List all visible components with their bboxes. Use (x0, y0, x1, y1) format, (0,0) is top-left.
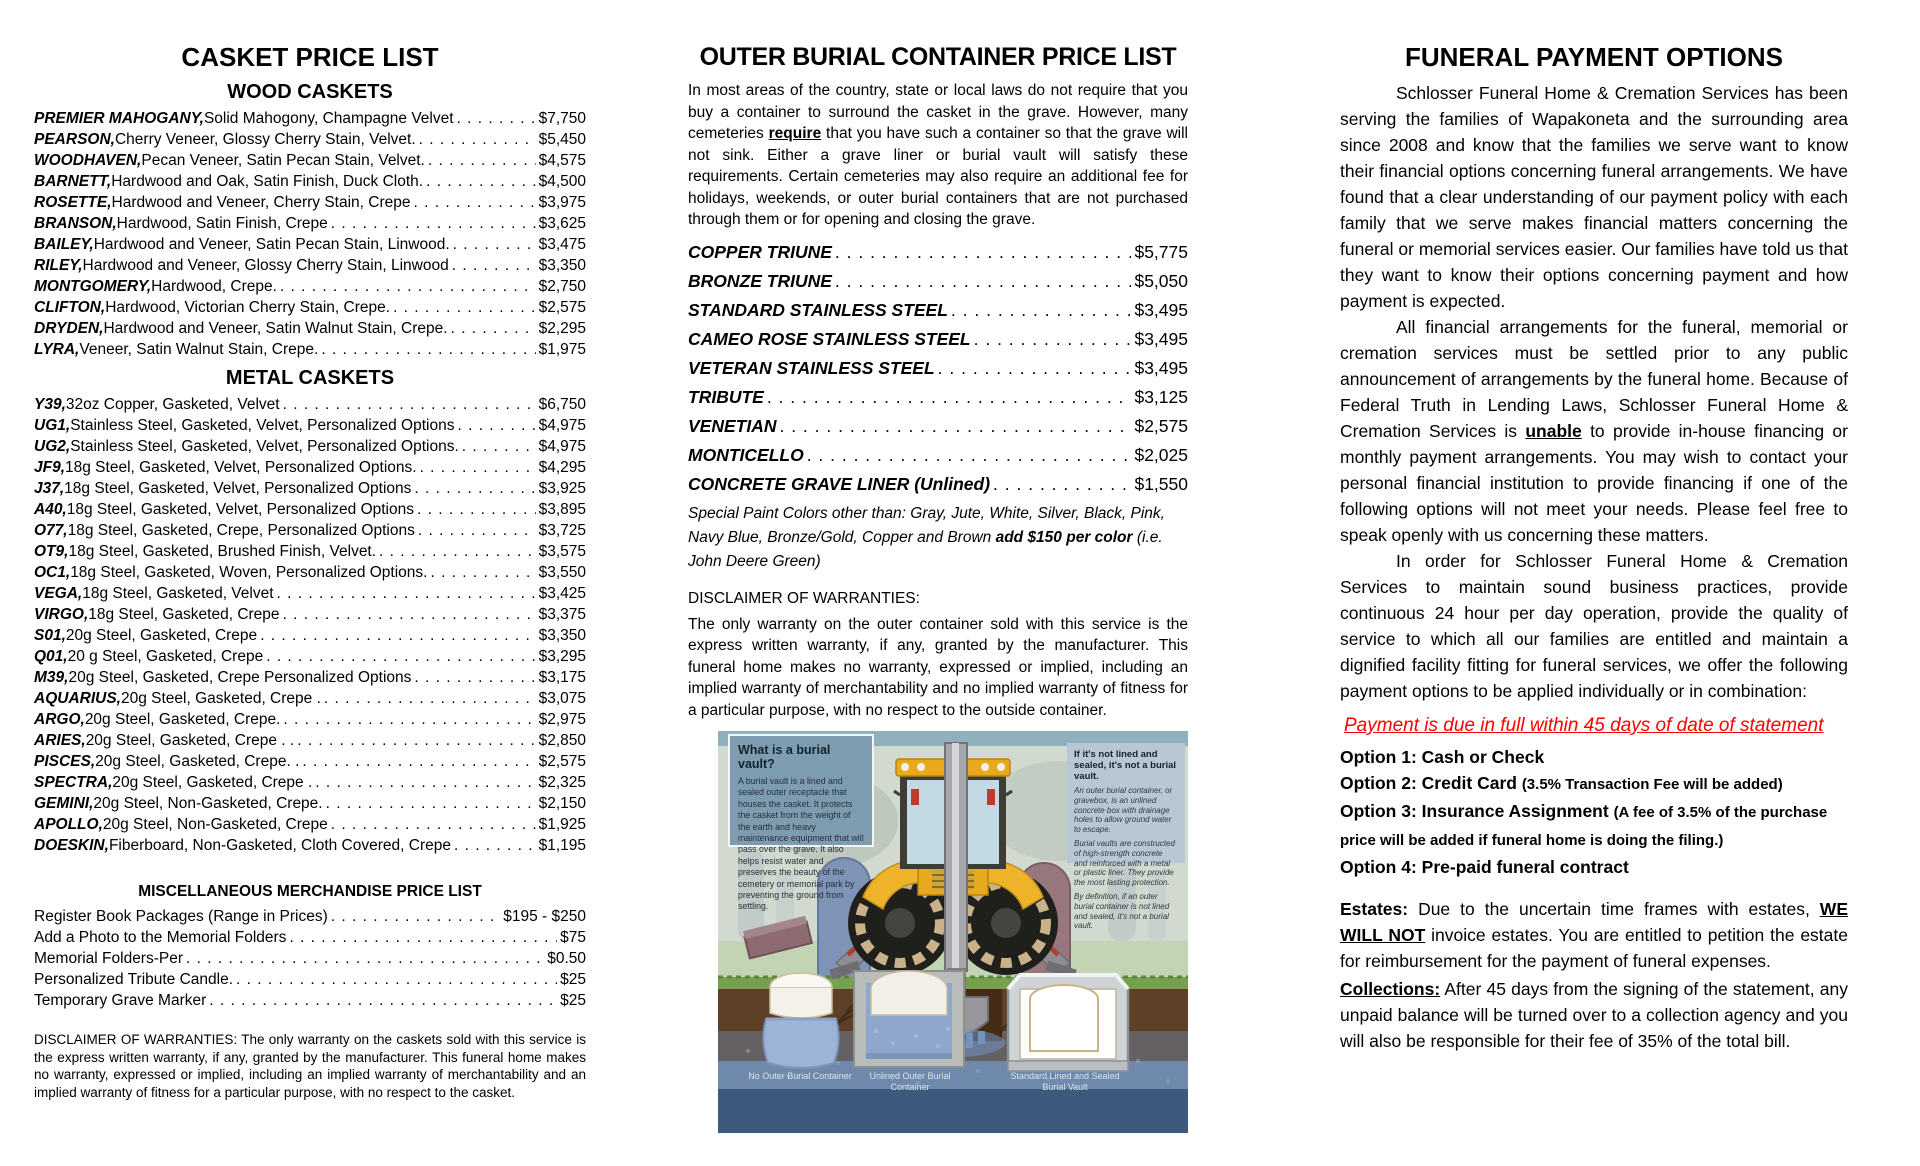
caption-unlined-container: Unlined Outer Burial Container (869, 1071, 951, 1092)
item-description: Pecan Veneer, Satin Pecan Stain, Velvet. (141, 152, 425, 169)
casket-column-title: CASKET PRICE LIST (181, 42, 439, 72)
dot-leader (457, 415, 535, 436)
burial-disclaimer-heading: DISCLAIMER OF WARRANTIES: (688, 589, 920, 607)
dot-leader (418, 520, 536, 541)
price-list-row (688, 238, 1188, 267)
item-name: GEMINI, (34, 795, 94, 812)
item-name: RILEY, (34, 257, 83, 274)
item-price: $2,025 (1134, 444, 1188, 465)
item-price: $3,575 (538, 543, 586, 560)
dot-leader (452, 255, 536, 276)
caption-no-outer-container: No Outer Burial Container (748, 1071, 852, 1081)
outer-burial-container-column (688, 42, 1188, 1166)
dot-leader (283, 604, 536, 625)
item-name: Add a Photo to the Memorial Folders (34, 929, 287, 946)
dot-leader (289, 927, 557, 948)
item-description: 20 g Steel, Gasketed, Crepe (67, 648, 264, 665)
item-name: VENETIAN (688, 415, 777, 436)
item-price: $3,125 (1134, 386, 1188, 407)
payment-paragraph-3: In order for Schlosser Funeral Home & Cremation Services to maintain sound business practices, provide continuous 24 hour per day operation, provide the quality of service to which all our families are entitled and maintain a dignified facility fitting for funeral services, we offer the following payment options to be applied individually or in combination: (1340, 551, 1848, 701)
price-list-row (34, 499, 586, 520)
item-description: 20g Steel, Gasketed, Crepe (65, 627, 258, 644)
dot-leader (835, 267, 1132, 296)
item-description: Hardwood and Veneer, Satin Walnut Stain, Crepe. (103, 320, 448, 337)
item-name: JF9, (34, 459, 66, 476)
item-name: TRIBUTE (688, 386, 764, 407)
price-list-row (34, 339, 586, 360)
price-list-row (34, 835, 586, 856)
dot-leader (462, 436, 536, 457)
dot-leader (297, 730, 535, 751)
item-price: $195 - $250 (503, 908, 586, 925)
payment-column-title: FUNERAL PAYMENT OPTIONS (1404, 42, 1783, 72)
payment-paragraph-1: Schlosser Funeral Home & Cremation Services has been serving the families of Wapakoneta and the surrounding area since 2008 and know that the families we serve want to know their financial options concerning funeral arrangements. We have found that a clear understanding of our payment policy with each family that we serve makes financial matters concerning the funeral or memorial services easier. Our families have told us that they want to know their options concerning payment and how payment is expected. (1340, 83, 1848, 311)
item-price: $3,350 (538, 257, 586, 274)
item-name: ARIES, (34, 732, 86, 749)
dot-leader (807, 441, 1132, 470)
item-price: $3,925 (538, 480, 586, 497)
price-list-row (688, 354, 1188, 383)
dot-leader (324, 688, 536, 709)
item-description: 18g Steel, Gasketed, Crepe (88, 606, 280, 623)
item-name: APOLLO, (34, 816, 103, 833)
dot-leader (236, 969, 557, 990)
item-price: $2,975 (538, 711, 586, 728)
burial-intro-paragraph: In most areas of the country, state or local laws do not require that you buy a container to surround the casket in the grave. However, many cemeteries require that you have such a container so that the grave will not sink. Either a grave liner or burial vault will satisfy these requirements. Certain cemeteries may also require an additional fee for holidays, weekends, or outer burial containers that are not purchased through them or for opening and closing the grave. (688, 82, 1188, 228)
item-name: DRYDEN, (34, 320, 104, 337)
item-price: $4,500 (538, 173, 586, 190)
dot-leader (283, 709, 535, 730)
item-price: $3,350 (538, 627, 586, 644)
item-price: $2,575 (538, 299, 586, 316)
item-price: $3,175 (538, 669, 586, 686)
price-list-row (34, 583, 586, 604)
item-description: 20g Steel, Non-Gasketed, Crepe. (93, 795, 323, 812)
price-list-row (34, 906, 586, 927)
dot-leader (414, 478, 535, 499)
item-name: PISCES, (34, 753, 96, 770)
item-name: VIRGO, (34, 606, 89, 623)
dot-leader (451, 318, 536, 339)
misc-merchandise-list (34, 906, 586, 1011)
price-list-row (34, 541, 586, 562)
item-name: BRANSON, (34, 215, 117, 232)
item-name: Temporary Grave Marker (34, 992, 207, 1009)
item-name: PREMIER MAHOGANY, (34, 110, 204, 127)
casket-price-list-column (34, 42, 586, 1166)
item-name: BRONZE TRIUNE (688, 270, 832, 291)
dot-leader (428, 150, 536, 171)
item-description: 18g Steel, Gasketed, Velvet, Personalized Options (64, 480, 412, 497)
item-price: $4,575 (538, 152, 586, 169)
item-price: $2,850 (538, 732, 586, 749)
item-name: UG1, (34, 417, 71, 434)
price-list-row (34, 276, 586, 297)
price-list-row (34, 969, 586, 990)
metal-caskets-heading: METAL CASKETS (225, 367, 395, 389)
not-lined-not-vault-box (1067, 743, 1185, 931)
item-name: CAMEO ROSE STAINLESS STEEL (688, 328, 971, 349)
item-description: Hardwood and Veneer, Satin Pecan Stain, Linwood. (93, 236, 450, 253)
item-price: $2,575 (538, 753, 586, 770)
item-description: 20g Steel, Gasketed, Crepe. (84, 711, 281, 728)
price-list-row (34, 436, 586, 457)
dot-leader (393, 297, 536, 318)
not-vault-box-title: If it's not lined and sealed, it's not a burial vault. (1074, 749, 1177, 782)
dot-leader (417, 499, 536, 520)
metal-caskets-list (34, 394, 586, 856)
casket-disclaimer: DISCLAIMER OF WARRANTIES: The only warranty on the caskets sold with this service is the express written warranty, if any, granted by the manufacturer. This funeral home makes no warranty, expressed or implied, including an implied warranty of merchantability and an implied warranty of fitness for a particular purpose, with no respect to the casket. (34, 1032, 586, 1100)
price-list-row (34, 318, 586, 339)
price-list-row (34, 192, 586, 213)
item-price: $3,495 (1134, 328, 1188, 349)
price-list-row (34, 255, 586, 276)
price-list-row (34, 604, 586, 625)
item-price: $5,775 (1134, 241, 1188, 262)
dot-leader (419, 129, 536, 150)
price-list-row (688, 412, 1188, 441)
item-price: $0.50 (547, 950, 586, 967)
item-name: SPECTRA, (34, 774, 113, 791)
dot-leader (186, 948, 544, 969)
price-list-row (34, 129, 586, 150)
item-description: 20g Steel, Gasketed, Crepe. . (95, 753, 300, 770)
item-description: 20g Steel, Gasketed, Crepe . . (85, 732, 295, 749)
dot-leader (331, 906, 500, 927)
item-description: Stainless Steel, Gasketed, Velvet, Personalized Options (70, 417, 455, 434)
payment-option: Option 1: Cash or Check (1340, 747, 1545, 767)
price-list-row (688, 325, 1188, 354)
dot-leader (331, 814, 536, 835)
item-description: 32oz Copper, Gasketed, Velvet (65, 396, 280, 413)
price-list-row (688, 470, 1188, 499)
dot-leader (974, 325, 1132, 354)
dot-leader (420, 457, 536, 478)
item-description: Solid Mahogony, Champagne Velvet (203, 110, 454, 127)
payment-paragraph-2: All financial arrangements for the funeral, memorial or cremation services must be settled prior to any public announcement of arrangements by the funeral home. Because of Federal Truth in Lending Laws, Schlosser Funeral Home & Cremation Services is unable to provide in-house financing or monthly payment arrangements. You may wish to contact your personal financial institution to provide financing if one of the following options will not meet your needs. Please feel free to speak openly with us concerning these matters. (1340, 317, 1848, 545)
item-name: CLIFTON, (34, 299, 106, 316)
dot-leader (280, 276, 536, 297)
price-list-row (34, 990, 586, 1011)
item-description: 18g Steel, Gasketed, Crepe, Personalized Options (67, 522, 415, 539)
dot-leader (277, 583, 536, 604)
wood-caskets-list (34, 108, 586, 360)
item-price: $3,975 (538, 194, 586, 211)
price-list-row (34, 108, 586, 129)
item-price: $1,975 (538, 341, 586, 358)
burial-vault-diagram (718, 731, 1188, 1133)
item-description: 20g Steel, Non-Gasketed, Crepe (102, 816, 328, 833)
payment-option: Option 4: Pre-paid funeral contract (1340, 857, 1629, 877)
price-list-row (34, 688, 586, 709)
item-price: $2,575 (1134, 415, 1188, 436)
price-list-row (34, 814, 586, 835)
estates-paragraph: Estates: Due to the uncertain time frames with estates, WE WILL NOT invoice estates. You are entitled to petition the estate for reimbursement for the payment of funeral expenses. (1340, 899, 1849, 971)
item-description: Hardwood and Veneer, Glossy Cherry Stain, Linwood (82, 257, 449, 274)
item-price: $3,475 (538, 236, 586, 253)
item-price: $1,195 (538, 837, 586, 854)
dot-leader (321, 339, 535, 360)
dot-leader (302, 751, 535, 772)
item-description: 20g Steel, Gasketed, Crepe . (112, 774, 313, 791)
item-price: $2,325 (538, 774, 586, 791)
dot-leader (993, 470, 1131, 499)
item-price: $5,450 (538, 131, 586, 148)
price-list-row (34, 297, 586, 318)
item-description: Stainless Steel, Gasketed, Velvet, Personalized Options. (70, 438, 459, 455)
dot-leader (266, 646, 535, 667)
price-list-row (34, 478, 586, 499)
price-list-row (34, 667, 586, 688)
payment-option: Option 2: Credit Card (3.5% Transaction Fee will be added) (1340, 773, 1783, 793)
item-name: UG2, (34, 438, 71, 455)
item-name: Y39, (34, 396, 66, 413)
item-price: $25 (560, 992, 586, 1009)
item-name: S01, (34, 627, 66, 644)
burial-disclaimer: The only warranty on the outer container sold with this service is the express written warranty, if any, granted by the manufacturer. This funeral home makes no warranty, expressed or implied, including an implied warranty of merchantability and no implied warranty of fitness for a particular purpose, with no respect to the outside container. (688, 615, 1188, 719)
dot-leader (209, 990, 557, 1011)
item-description: 18g Steel, Gasketed, Velvet, Personalized Options (66, 501, 414, 518)
dot-leader (331, 213, 536, 234)
item-price: $3,495 (1134, 299, 1188, 320)
price-list-row (688, 441, 1188, 470)
dot-leader (779, 412, 1131, 441)
vault-box-body: A burial vault is a lined and sealed outer receptacle that houses the casket. It protects the casket from the weight of the earth and heavy maintenance equipment that will pass over the grave. It also helps resist water and preserves the beauty of the cemetery or memorial park by preventing the ground from settling. (738, 776, 864, 912)
dot-leader (767, 383, 1132, 412)
item-price: $2,750 (538, 278, 586, 295)
not-vault-box-para3: By definition, if an outer burial container is not lined and sealed, it's not a burial vault. (1074, 891, 1170, 931)
item-price: $2,150 (538, 795, 586, 812)
item-price: $4,295 (538, 459, 586, 476)
item-price: $4,975 (538, 438, 586, 455)
item-name: Q01, (34, 648, 68, 665)
item-name: STANDARD STAINLESS STEEL (688, 299, 948, 320)
dot-leader (414, 667, 535, 688)
item-name: DOESKIN, (34, 837, 109, 854)
vault-box-title: What is a burial vault? (738, 743, 831, 771)
not-vault-box-para1: An outer burial container, or gravebox, is an unlined concrete box with drainage holes to allow ground water to escape. (1074, 786, 1173, 835)
item-price: $25 (560, 971, 586, 988)
price-list-row (34, 772, 586, 793)
item-name: M39, (34, 669, 69, 686)
item-name: WOODHAVEN, (34, 152, 142, 169)
item-price: $1,925 (538, 816, 586, 833)
price-list-row (34, 646, 586, 667)
item-name: CONCRETE GRAVE LINER (Unlined) (688, 473, 991, 494)
item-name: MONTGOMERY, (34, 278, 152, 295)
price-list-row (34, 562, 586, 583)
collections-paragraph: Collections: After 45 days from the signing of the statement, any unpaid balance will be turned over to a collection agency and you will also be responsible for their fee of 35% of the total bill. (1340, 979, 1848, 1051)
item-description: 18g Steel, Gasketed, Velvet, Personalized Options. (65, 459, 417, 476)
price-list-row (34, 751, 586, 772)
payment-options-list (1340, 744, 1848, 880)
item-price: $3,075 (538, 690, 586, 707)
item-name: O77, (34, 522, 68, 539)
special-paint-colors-note: Special Paint Colors other than: Gray, Jute, White, Silver, Black, Pink, Navy Blue, Bronze/Gold, Copper and Brown add $150 per color (i.e. John Deere Green) (688, 504, 1165, 570)
dot-leader (426, 171, 535, 192)
item-price: $3,425 (538, 585, 586, 602)
item-description: Cherry Veneer, Glossy Cherry Stain, Velvet. (114, 131, 416, 148)
item-name: AQUARIUS, (34, 690, 121, 707)
item-price: $3,725 (538, 522, 586, 539)
price-list-row (34, 927, 586, 948)
dot-leader (430, 562, 535, 583)
dot-leader (457, 108, 536, 129)
item-description: Hardwood and Veneer, Cherry Stain, Crepe (111, 194, 411, 211)
item-price: $1,550 (1134, 473, 1188, 494)
item-name: A40, (34, 501, 67, 518)
item-price: $75 (560, 929, 586, 946)
dot-leader (454, 835, 536, 856)
wood-caskets-heading: WOOD CASKETS (227, 81, 393, 103)
item-name: OC1, (34, 564, 71, 581)
payment-option: Option 3: Insurance Assignment (A fee of 3.5% of the purchase price will be added if funeral home is doing the filing.) (1340, 801, 1828, 849)
item-name: VEGA, (34, 585, 83, 602)
price-list-row (34, 948, 586, 969)
price-list-row (34, 793, 586, 814)
item-price: $3,495 (1134, 357, 1188, 378)
price-list-row (688, 296, 1188, 325)
item-name: BARNETT, (34, 173, 112, 190)
item-price: $3,295 (538, 648, 586, 665)
price-list-row (688, 267, 1188, 296)
item-description: 18g Steel, Gasketed, Woven, Personalized Options. (70, 564, 428, 581)
item-price: $2,295 (538, 320, 586, 337)
item-price: $3,625 (538, 215, 586, 232)
price-list-row (34, 625, 586, 646)
price-list-row (688, 383, 1188, 412)
item-name: Personalized Tribute Candle. (34, 971, 234, 988)
dot-leader (315, 772, 535, 793)
item-price: $5,050 (1134, 270, 1188, 291)
dot-leader (835, 238, 1132, 267)
item-price: $3,550 (538, 564, 586, 581)
payment-due-notice: Payment is due in full within 45 days of date of statement (1344, 715, 1824, 736)
dot-leader (951, 296, 1132, 325)
item-description: 18g Steel, Gasketed, Brushed Finish, Velvet. (68, 543, 377, 560)
item-description: 20g Steel, Gasketed, Crepe . (120, 690, 321, 707)
not-vault-box-para2: Burial vaults are constructed of high-strength concrete and reinforced with a metal or plastic liner. They provide the most lasting protection. (1074, 838, 1175, 888)
item-description: Hardwood, Satin Finish, Crepe (116, 215, 328, 232)
what-is-burial-vault-box (728, 734, 874, 912)
dot-leader (379, 541, 536, 562)
item-name: COPPER TRIUNE (688, 241, 832, 262)
price-list-row (34, 150, 586, 171)
dot-leader (453, 234, 536, 255)
item-name: VETERAN STAINLESS STEEL (688, 357, 935, 378)
item-price: $3,375 (538, 606, 586, 623)
item-price: $6,750 (538, 396, 586, 413)
item-description: 20g Steel, Gasketed, Crepe Personalized Options (68, 669, 412, 686)
price-list-row (34, 415, 586, 436)
dot-leader (938, 354, 1132, 383)
dot-leader (283, 394, 536, 415)
item-price: $3,895 (538, 501, 586, 518)
price-list-row (34, 213, 586, 234)
price-list-row (34, 457, 586, 478)
item-description: Hardwood and Oak, Satin Finish, Duck Cloth. (111, 173, 424, 190)
item-name: Register Book Packages (Range in Prices) (34, 908, 328, 925)
price-list-row (34, 171, 586, 192)
price-list-row (34, 730, 586, 751)
item-price: $4,975 (538, 417, 586, 434)
price-list-row (34, 234, 586, 255)
item-name: Memorial Folders-Per (34, 950, 184, 967)
item-name: OT9, (34, 543, 69, 560)
caption-sealed-vault: Standard Lined and Sealed Burial Vault (1010, 1071, 1120, 1092)
price-list-row (34, 520, 586, 541)
item-description: Hardwood, Victorian Cherry Stain, Crepe. (105, 299, 391, 316)
item-description: Hardwood, Crepe. (151, 278, 277, 295)
item-description: 18g Steel, Gasketed, Velvet (82, 585, 274, 602)
item-description: Veneer, Satin Walnut Stain, Crepe. (79, 341, 319, 358)
misc-merchandise-heading: MISCELLANEOUS MERCHANDISE PRICE LIST (138, 883, 482, 900)
item-name: ARGO, (34, 711, 85, 728)
item-name: BAILEY, (34, 236, 94, 253)
burial-container-list (688, 238, 1188, 499)
price-list-row (34, 394, 586, 415)
item-price: $7,750 (538, 110, 586, 127)
price-list-row (34, 709, 586, 730)
item-name: MONTICELLO (688, 444, 804, 465)
item-name: J37, (34, 480, 65, 497)
dot-leader (414, 192, 536, 213)
dot-leader (260, 625, 535, 646)
dot-leader (326, 793, 536, 814)
item-name: LYRA, (34, 341, 80, 358)
item-name: ROSETTE, (34, 194, 112, 211)
item-name: PEARSON, (34, 131, 115, 148)
burial-column-title: OUTER BURIAL CONTAINER PRICE LIST (699, 43, 1177, 71)
item-description: Fiberboard, Non-Gasketed, Cloth Covered, Crepe (108, 837, 451, 854)
payment-options-column (1340, 42, 1848, 1166)
